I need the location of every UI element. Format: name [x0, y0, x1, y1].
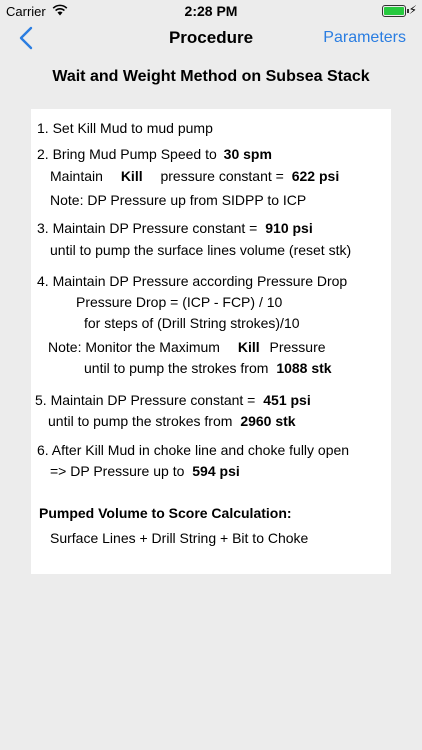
step-4-until-text: until to pump the strokes from	[84, 360, 269, 376]
step-5-until-text: until to pump the strokes from	[48, 413, 233, 429]
step-4: 4. Maintain DP Pressure according Pressure Drop	[37, 273, 348, 289]
step-3-sub: until to pump the surface lines volume (reset stk)	[50, 242, 352, 258]
pumped-volume-heading: Pumped Volume to Score Calculation:	[39, 505, 292, 521]
step-5	[35, 392, 311, 408]
kill-label: Kill	[120, 168, 143, 184]
charging-icon: ⚡	[408, 3, 417, 17]
step-5-value: 451 psi	[263, 392, 311, 408]
step-4-until	[84, 360, 332, 376]
step-5-strokes-value: 2960 stk	[240, 413, 296, 429]
step-1: 1. Set Kill Mud to mud pump	[37, 120, 213, 136]
pump-speed-value: 30 spm	[223, 146, 272, 162]
pressure-value: 622 psi	[291, 168, 340, 184]
status-time: 2:28 PM	[184, 3, 238, 19]
chevron-left-icon	[19, 26, 33, 50]
step-3-text: 3. Maintain DP Pressure constant =	[37, 220, 258, 236]
step-4-strokes-value: 1088 stk	[276, 360, 332, 376]
step-6-value: 594 psi	[192, 463, 240, 479]
step-4-pressure-label: Pressure	[269, 339, 326, 355]
procedure-card	[31, 109, 391, 574]
pumped-volume-text: Surface Lines + Drill String + Bit to Choke	[50, 530, 309, 546]
step-4-note	[48, 339, 326, 355]
parameters-button[interactable]: Parameters	[323, 29, 406, 46]
step-2-text: 2. Bring Mud Pump Speed to	[37, 146, 217, 162]
step-2-maintain	[50, 168, 339, 184]
step-4-steps: for steps of (Drill String strokes)/10	[84, 315, 300, 331]
step-6: 6. After Kill Mud in choke line and choke fully open	[37, 442, 350, 458]
step-2-note: Note: DP Pressure up from SIDPP to ICP	[50, 192, 307, 208]
navigation-bar	[0, 22, 422, 54]
status-bar	[0, 0, 422, 22]
step-4-formula: Pressure Drop = (ICP - FCP) / 10	[76, 294, 283, 310]
step-6-sub	[50, 463, 240, 479]
step-5-until	[48, 413, 296, 429]
page-title: Wait and Weight Method on Subsea Stack	[52, 68, 370, 85]
step-3	[37, 220, 313, 236]
step-2	[37, 146, 272, 162]
back-button[interactable]	[14, 24, 38, 52]
step-4-kill-label: Kill	[237, 339, 260, 355]
battery-icon	[382, 5, 406, 17]
step-4-note-text: Note: Monitor the Maximum	[48, 339, 220, 355]
carrier-label: Carrier	[6, 4, 46, 19]
nav-title: Procedure	[168, 28, 254, 47]
step-5-text: 5. Maintain DP Pressure constant =	[35, 392, 256, 408]
step-6-sub-text: => DP Pressure up to	[50, 463, 185, 479]
step-3-value: 910 psi	[265, 220, 313, 236]
maintain-label: Maintain	[50, 168, 103, 184]
pressure-label: pressure constant =	[160, 168, 284, 184]
